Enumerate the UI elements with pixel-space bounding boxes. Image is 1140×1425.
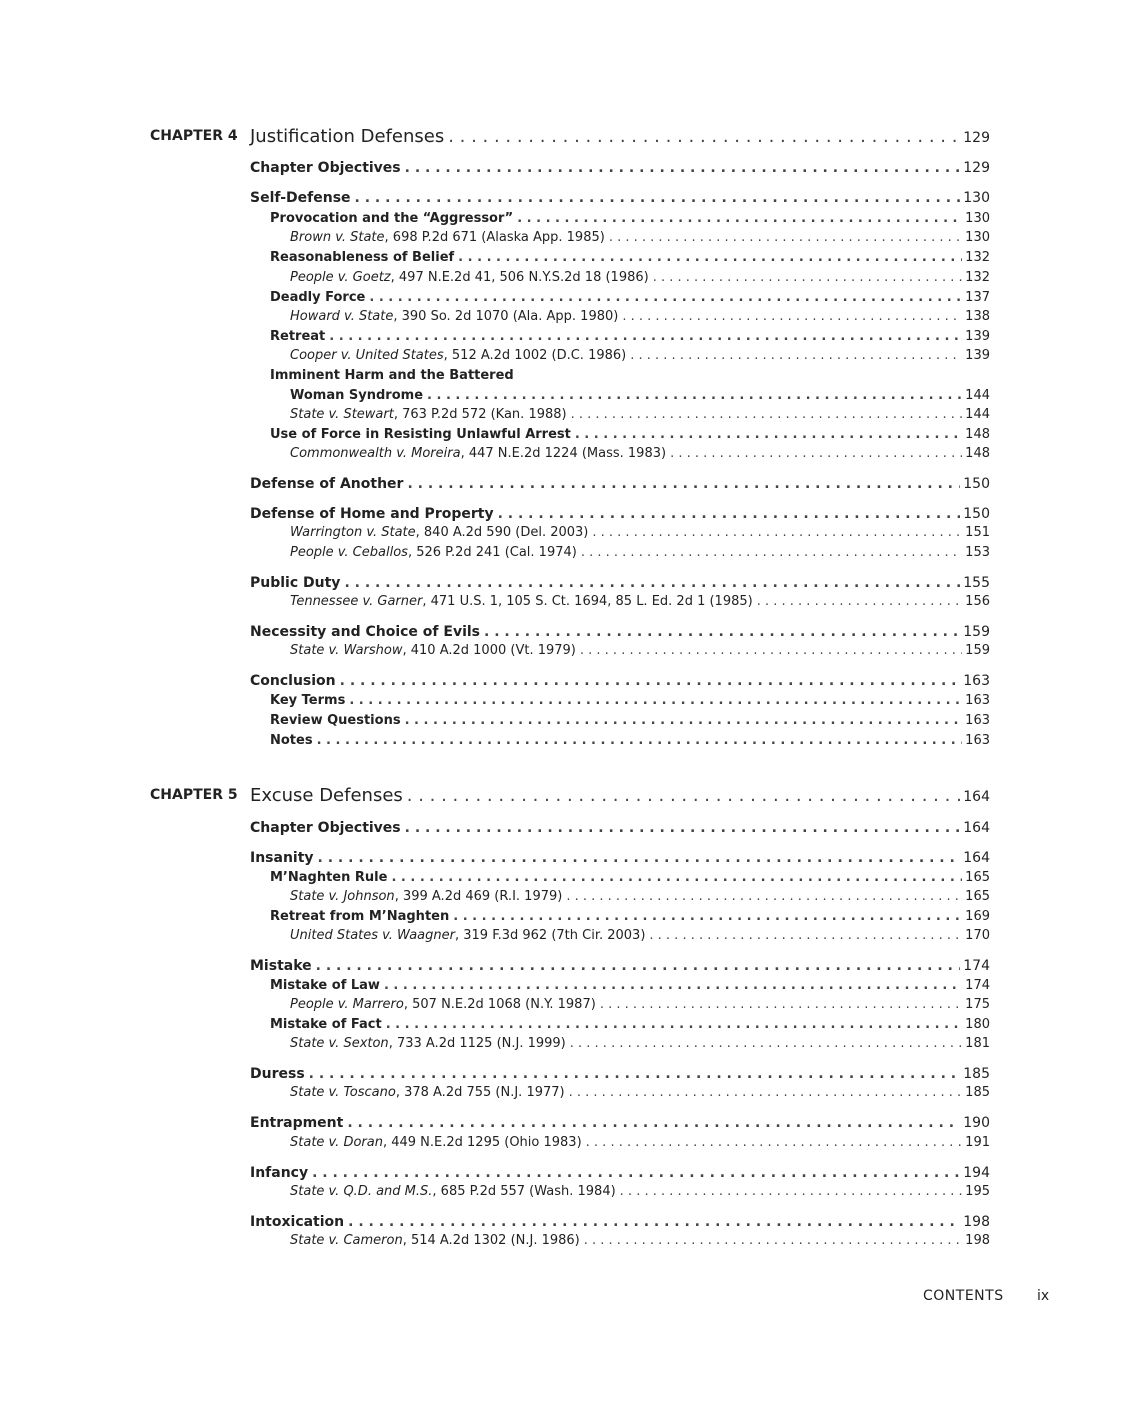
toc-entry	[270, 713, 990, 729]
entry-title: Woman Syndrome	[290, 388, 424, 403]
page-number: 170	[965, 928, 990, 943]
toc-entry	[270, 1017, 990, 1033]
case-entry	[290, 997, 990, 1013]
case-entry	[290, 270, 990, 286]
leader-dots	[318, 850, 961, 866]
entry-title: Chapter Objectives	[250, 820, 401, 836]
case-citation	[290, 594, 753, 610]
page-number: 198	[963, 1214, 990, 1230]
case-name: State v. Stewart	[290, 407, 394, 422]
case-entry	[290, 594, 990, 610]
leader-dots	[340, 673, 961, 689]
page-number: 129	[963, 160, 990, 176]
page-number: 185	[965, 1085, 990, 1100]
leader-dots	[581, 545, 962, 561]
leader-dots	[517, 211, 962, 227]
leader-dots	[622, 309, 962, 325]
case-name: Brown v. State	[290, 230, 385, 245]
case-name: State v. Warshow	[290, 643, 403, 658]
leader-dots	[586, 1135, 963, 1151]
toc-entry	[250, 673, 990, 689]
case-name: State v. Q.D. and M.S.	[290, 1184, 433, 1199]
page-number: 155	[963, 575, 990, 591]
case-name: United States v. Waagner	[290, 928, 455, 943]
page-number: 164	[963, 820, 990, 836]
page-number: 174	[965, 978, 990, 993]
entry-title: Intoxication	[250, 1214, 345, 1230]
leader-dots	[405, 160, 961, 176]
page-number: 191	[965, 1135, 990, 1150]
leader-dots	[316, 958, 961, 974]
toc-entry	[250, 476, 990, 492]
page-number: 137	[965, 290, 990, 305]
citation: , 763 P.2d 572 (Kan. 1988)	[393, 407, 567, 422]
leader-dots	[344, 575, 960, 591]
leader-dots	[584, 1233, 962, 1249]
page-number: 144	[965, 388, 990, 403]
chapter-title-entry	[250, 126, 990, 149]
case-citation	[290, 545, 577, 561]
case-entry	[290, 545, 990, 561]
page-number: 156	[965, 594, 990, 609]
page-number: 163	[965, 713, 990, 728]
page-number: 132	[965, 270, 990, 285]
page-number: 165	[965, 870, 990, 885]
toc-entry	[270, 250, 990, 266]
case-entry	[290, 525, 990, 541]
page-number: 181	[965, 1036, 990, 1051]
citation: , 698 P.2d 671 (Alaska App. 1985)	[384, 230, 605, 245]
entry-title: Retreat from M’Naghten	[270, 909, 450, 924]
case-entry	[290, 889, 990, 905]
case-entry	[290, 1085, 990, 1101]
leader-dots	[498, 506, 961, 522]
toc-entry	[270, 870, 990, 886]
toc-entry	[270, 290, 990, 306]
leader-dots	[369, 290, 962, 306]
case-entry	[290, 230, 990, 246]
toc-entry	[250, 575, 990, 591]
page-number: 194	[963, 1165, 990, 1181]
toc-entry	[270, 368, 990, 384]
entry-title: Use of Force in Resisting Unlawful Arrest	[270, 427, 571, 442]
leader-dots	[566, 889, 962, 905]
leader-dots	[580, 643, 962, 659]
leader-dots	[405, 820, 961, 836]
page-number: 169	[965, 909, 990, 924]
page-number: 150	[963, 506, 990, 522]
case-citation	[290, 309, 618, 325]
leader-dots	[458, 250, 962, 266]
citation: , 497 N.E.2d 41, 506 N.Y.S.2d 18 (1986)	[390, 270, 649, 285]
toc-entry	[270, 693, 990, 709]
citation: , 685 P.2d 557 (Wash. 1984)	[432, 1184, 616, 1199]
leader-dots	[407, 476, 960, 492]
leader-dots	[427, 388, 962, 404]
toc-entry	[270, 978, 990, 994]
leader-dots	[309, 1066, 961, 1082]
page-number: 130	[965, 230, 990, 245]
citation: , 526 P.2d 241 (Cal. 1974)	[407, 545, 577, 560]
entry-title: Imminent Harm and the Battered	[270, 368, 514, 383]
toc-entry	[270, 733, 990, 749]
case-name: Commonwealth v. Moreira	[290, 446, 461, 461]
chapter-title: Excuse Defenses	[250, 785, 403, 806]
case-citation	[290, 230, 605, 246]
page-number: 130	[963, 190, 990, 206]
citation: , 410 A.2d 1000 (Vt. 1979)	[402, 643, 576, 658]
entry-title: Insanity	[250, 850, 314, 866]
case-entry	[290, 348, 990, 364]
page-number: 174	[963, 958, 990, 974]
chapter-title: Justification Defenses	[250, 126, 445, 147]
case-citation	[290, 889, 562, 905]
citation: , 514 A.2d 1302 (N.J. 1986)	[402, 1233, 580, 1248]
case-citation	[290, 1233, 580, 1249]
case-citation	[290, 270, 649, 286]
entry-title: M’Naghten Rule	[270, 870, 388, 885]
case-entry	[290, 643, 990, 659]
chapter-title-entry	[250, 785, 990, 808]
toc-entry	[250, 850, 990, 866]
leader-dots	[484, 624, 960, 640]
citation: , 471 U.S. 1, 105 S. Ct. 1694, 85 L. Ed. 2d 1 (1985)	[422, 594, 753, 609]
case-entry	[290, 309, 990, 325]
case-citation	[290, 1135, 582, 1151]
page-number: 144	[965, 407, 990, 422]
toc-entry	[270, 211, 990, 227]
case-name: State v. Johnson	[290, 889, 395, 904]
leader-dots	[329, 329, 962, 345]
entry-title: Provocation and the “Aggressor”	[270, 211, 514, 226]
toc-entry	[250, 958, 990, 974]
page-number: 164	[963, 850, 990, 866]
page-number: 159	[965, 643, 990, 658]
case-name: People v. Goetz	[290, 270, 391, 285]
leader-dots	[569, 1085, 963, 1101]
page-number: 164	[963, 789, 990, 805]
entry-title: Public Duty	[250, 575, 341, 591]
toc-entry	[290, 388, 990, 404]
case-citation	[290, 446, 666, 462]
page-number: 159	[963, 624, 990, 640]
leader-dots	[620, 1184, 963, 1200]
case-entry	[290, 1233, 990, 1249]
citation: , 449 N.E.2d 1295 (Ohio 1983)	[382, 1135, 582, 1150]
case-citation	[290, 928, 645, 944]
entry-title: Retreat	[270, 329, 326, 344]
case-entry	[290, 1135, 990, 1151]
case-entry	[290, 1036, 990, 1052]
case-entry	[290, 928, 990, 944]
entry-title: Self-Defense	[250, 190, 351, 206]
page-number: 163	[963, 673, 990, 689]
leader-dots	[312, 1165, 960, 1181]
running-footer-label: CONTENTS	[923, 1288, 1004, 1304]
page-number: 150	[963, 476, 990, 492]
citation: , 733 A.2d 1125 (N.J. 1999)	[388, 1036, 566, 1051]
case-entry	[290, 446, 990, 462]
citation: , 512 A.2d 1002 (D.C. 1986)	[443, 348, 627, 363]
entry-title: Reasonableness of Belief	[270, 250, 455, 265]
entry-title: Notes	[270, 733, 313, 748]
leader-dots	[630, 348, 962, 364]
toc-entry	[250, 820, 990, 836]
citation: , 447 N.E.2d 1224 (Mass. 1983)	[460, 446, 667, 461]
page-number: 165	[965, 889, 990, 904]
entry-title: Deadly Force	[270, 290, 366, 305]
case-name: People v. Ceballos	[290, 545, 408, 560]
page-number: ix	[1037, 1288, 1050, 1304]
leader-dots	[575, 427, 962, 443]
leader-dots	[757, 594, 962, 610]
page-number: 138	[965, 309, 990, 324]
toc-entry	[250, 160, 990, 176]
case-name: Cooper v. United States	[290, 348, 444, 363]
toc-entry	[270, 329, 990, 345]
case-citation	[290, 643, 576, 659]
entry-title: Key Terms	[270, 693, 346, 708]
toc-entry	[250, 1115, 990, 1131]
entry-title: Mistake of Fact	[270, 1017, 382, 1032]
leader-dots	[592, 525, 962, 541]
toc-entry	[270, 909, 990, 925]
entry-title: Defense of Home and Property	[250, 506, 494, 522]
case-citation	[290, 1184, 616, 1200]
citation: , 399 A.2d 469 (R.I. 1979)	[394, 889, 563, 904]
page-number: 185	[963, 1066, 990, 1082]
case-citation	[290, 525, 588, 541]
page-number: 148	[965, 446, 990, 461]
case-name: State v. Sexton	[290, 1036, 389, 1051]
case-entry	[290, 407, 990, 423]
case-name: State v. Toscano	[290, 1085, 396, 1100]
leader-dots	[649, 928, 962, 944]
leader-dots	[653, 270, 962, 286]
case-citation	[290, 407, 567, 423]
leader-dots	[670, 446, 962, 462]
leader-dots	[384, 978, 962, 994]
page-number: 148	[965, 427, 990, 442]
entry-title: Chapter Objectives	[250, 160, 401, 176]
entry-title: Review Questions	[270, 713, 401, 728]
leader-dots	[347, 1115, 960, 1131]
page-number: 195	[965, 1184, 990, 1199]
leader-dots	[405, 713, 963, 729]
entry-title: Defense of Another	[250, 476, 404, 492]
page-number: 153	[965, 545, 990, 560]
page-number: 130	[965, 211, 990, 226]
leader-dots	[317, 733, 963, 749]
leader-dots	[407, 785, 960, 807]
page-number: 139	[965, 348, 990, 363]
entry-title: Entrapment	[250, 1115, 344, 1131]
leader-dots	[448, 126, 960, 148]
case-name: Tennessee v. Garner	[290, 594, 423, 609]
case-citation	[290, 1085, 565, 1101]
case-name: Warrington v. State	[290, 525, 416, 540]
citation: , 840 A.2d 590 (Del. 2003)	[415, 525, 589, 540]
entry-title: Conclusion	[250, 673, 336, 689]
citation: , 378 A.2d 755 (N.J. 1977)	[395, 1085, 565, 1100]
toc-entry	[250, 1066, 990, 1082]
leader-dots	[571, 407, 963, 423]
leader-dots	[386, 1017, 962, 1033]
page-number: 151	[965, 525, 990, 540]
leader-dots	[453, 909, 962, 925]
toc-entry	[250, 624, 990, 640]
entry-title: Mistake	[250, 958, 312, 974]
leader-dots	[600, 997, 962, 1013]
leader-dots	[348, 1214, 960, 1230]
case-name: State v. Doran	[290, 1135, 383, 1150]
citation: , 507 N.E.2d 1068 (N.Y. 1987)	[403, 997, 596, 1012]
page-number: 198	[965, 1233, 990, 1248]
leader-dots	[609, 230, 962, 246]
case-citation	[290, 348, 626, 364]
page-number: 132	[965, 250, 990, 265]
leader-dots	[391, 870, 962, 886]
page-number: 163	[965, 693, 990, 708]
page-number: 163	[965, 733, 990, 748]
case-citation	[290, 997, 596, 1013]
case-entry	[290, 1184, 990, 1200]
toc-entry	[250, 1214, 990, 1230]
case-name: Howard v. State	[290, 309, 394, 324]
toc-entry	[250, 1165, 990, 1181]
toc-entry	[250, 506, 990, 522]
toc-entry	[270, 427, 990, 443]
citation: , 319 F.3d 962 (7th Cir. 2003)	[454, 928, 646, 943]
entry-title: Necessity and Choice of Evils	[250, 624, 481, 640]
leader-dots	[349, 693, 962, 709]
entry-title: Duress	[250, 1066, 305, 1082]
page-number: 175	[965, 997, 990, 1012]
chapter-label: CHAPTER 4	[150, 128, 238, 144]
case-name: People v. Marrero	[290, 997, 404, 1012]
case-citation	[290, 1036, 566, 1052]
entry-title: Infancy	[250, 1165, 309, 1181]
page-number: 190	[963, 1115, 990, 1131]
page-number: 180	[965, 1017, 990, 1032]
leader-dots	[570, 1036, 962, 1052]
page-number: 129	[963, 130, 990, 146]
leader-dots	[355, 190, 961, 206]
case-name: State v. Cameron	[290, 1233, 403, 1248]
entry-title: Mistake of Law	[270, 978, 380, 993]
page-number: 139	[965, 329, 990, 344]
toc-entry	[250, 190, 990, 206]
citation: , 390 So. 2d 1070 (Ala. App. 1980)	[393, 309, 619, 324]
chapter-label: CHAPTER 5	[150, 787, 238, 803]
